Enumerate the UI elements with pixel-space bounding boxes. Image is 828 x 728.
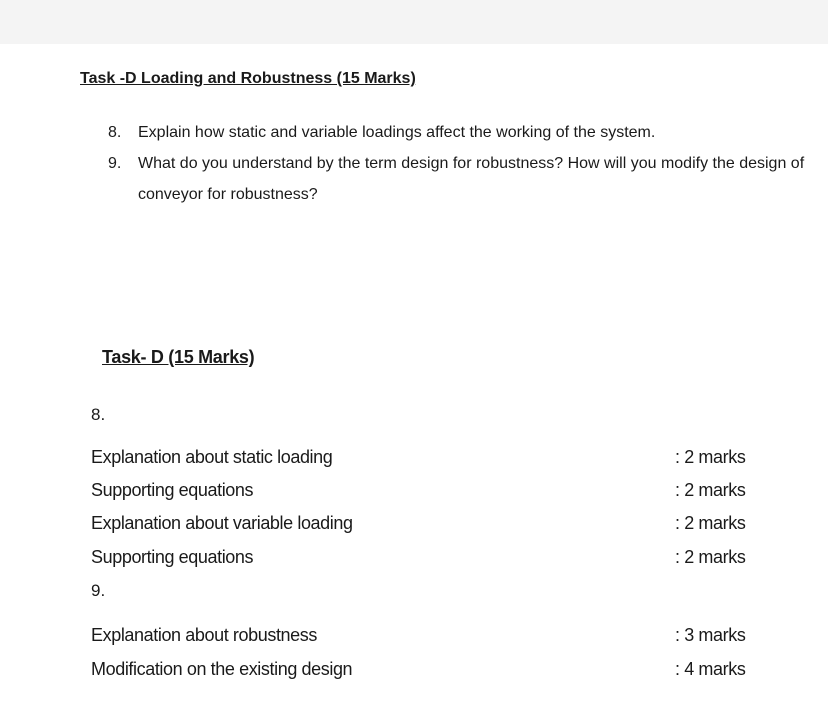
task-heading: Task -D Loading and Robustness (15 Marks) [80,70,416,87]
scheme-row-label: Explanation about variable loading [91,513,353,533]
question-8-number: 8. [108,124,122,141]
scheme-row-marks: : 2 marks [675,547,746,567]
scheme-row-label: Supporting equations [91,547,254,567]
scheme-row-marks: : 3 marks [675,625,746,645]
scheme-row-label: Modification on the existing design [91,659,353,679]
question-8 [108,117,808,148]
scheme-row [91,659,755,683]
scheme-row [91,480,755,504]
scheme-row-label: Supporting equations [91,480,254,500]
top-background-band [0,0,828,44]
scheme-row-label: Explanation about robustness [91,625,317,645]
question-9 [108,148,808,210]
scheme-row-marks: : 4 marks [675,659,746,679]
scheme-row-marks: : 2 marks [675,513,746,533]
scheme-row-marks: : 2 marks [675,480,746,500]
scheme-row [91,625,755,649]
question-8-text: Explain how static and variable loadings affect the working of the system. [138,124,656,141]
scheme-row [91,547,755,571]
question-9-number: 9. [108,155,122,172]
question-9-text: What do you understand by the term design for robustness? How will you modify the design of conveyor for robustness? [138,155,805,203]
scheme-row [91,447,755,471]
scheme-row-marks: : 2 marks [675,447,746,467]
scheme-question-8-number: 8. [91,405,106,424]
marking-scheme-heading: Task- D (15 Marks) [102,347,255,367]
scheme-row-label: Explanation about static loading [91,447,333,467]
scheme-row [91,513,755,537]
scheme-question-9-number: 9. [91,581,106,600]
